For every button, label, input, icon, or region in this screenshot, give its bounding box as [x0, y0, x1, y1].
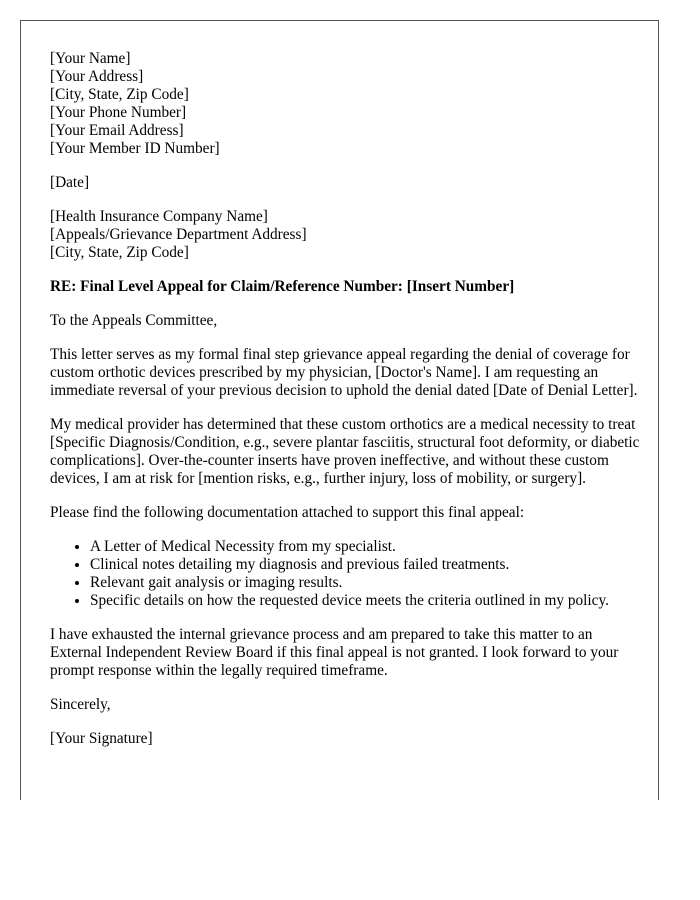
letter-page	[20, 20, 659, 800]
paragraph-medical-necessity: My medical provider has determined that these custom orthotics are a medical necessity to treat [Specific Diagnosis/Condition, e.g., severe plantar fasciitis, structural foot deformity, or diabetic complications]. Over-the-counter inserts have proven ineffective, and without these custom devices, I am at risk for [mention risks, e.g., further injury, loss of mobility, or surgery].	[50, 416, 640, 487]
list-item: • Relevant gait analysis or imaging results.	[90, 574, 640, 592]
signature: [Your Signature]	[50, 730, 153, 747]
date-block	[50, 174, 640, 192]
recipient-city-state-zip: [City, State, Zip Code]	[50, 244, 189, 261]
recipient-department-address: [Appeals/Grievance Department Address]	[50, 226, 307, 243]
letter-content	[50, 50, 640, 764]
paragraph-intro: This letter serves as my formal final step grievance appeal regarding the denial of coverage for custom orthotic devices prescribed by my physician, [Doctor's Name]. I am requesting an immediate reversal of your previous decision to uphold the denial dated [Date of Denial Letter].	[50, 346, 638, 399]
letter-date: [Date]	[50, 174, 90, 191]
sender-email: [Your Email Address]	[50, 122, 184, 139]
sender-block	[50, 50, 640, 158]
salutation: To the Appeals Committee,	[50, 312, 218, 329]
recipient-block	[50, 208, 640, 262]
sender-name: [Your Name]	[50, 50, 131, 67]
sender-member-id: [Your Member ID Number]	[50, 140, 220, 157]
recipient-company: [Health Insurance Company Name]	[50, 208, 268, 225]
list-item: • A Letter of Medical Necessity from my specialist.	[90, 538, 640, 556]
sender-phone: [Your Phone Number]	[50, 104, 187, 121]
subject-line: RE: Final Level Appeal for Claim/Reference Number: [Insert Number]	[50, 278, 515, 295]
list-item: • Specific details on how the requested device meets the criteria outlined in my policy.	[90, 592, 640, 610]
sender-address: [Your Address]	[50, 68, 144, 85]
list-item: • Clinical notes detailing my diagnosis and previous failed treatments.	[90, 556, 640, 574]
paragraph-documentation: Please find the following documentation attached to support this final appeal:	[50, 504, 525, 521]
closing: Sincerely,	[50, 696, 111, 713]
sender-city-state-zip: [City, State, Zip Code]	[50, 86, 189, 103]
paragraph-closing: I have exhausted the internal grievance process and am prepared to take this matter to an External Independent Review Board if this final appeal is not granted. I look forward to your prompt response within the legally required timeframe.	[50, 626, 619, 679]
attachment-list	[50, 538, 640, 610]
